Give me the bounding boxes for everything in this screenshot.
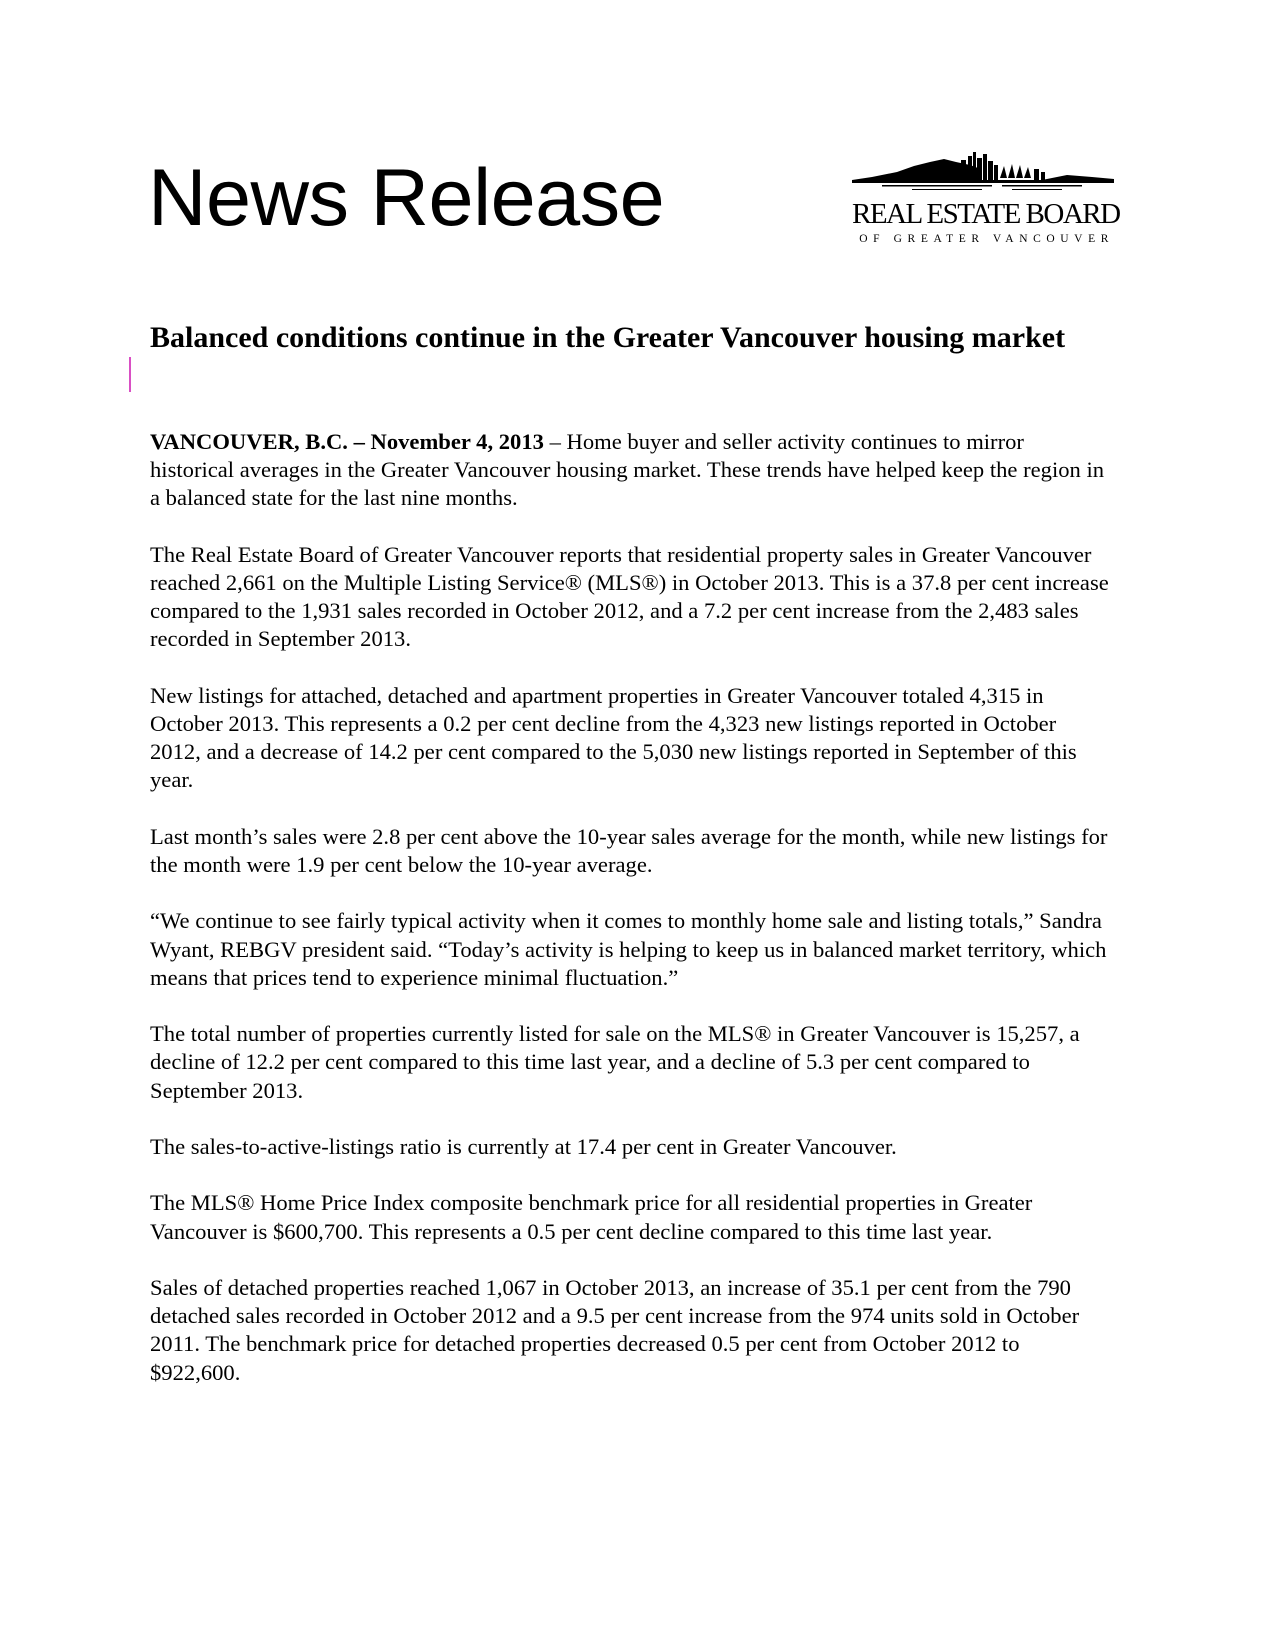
paragraph: The MLS® Home Price Index composite benchmark price for all residential properties in Greater Vancouver is $600,700. This represents a 0.5 per cent decline compared to this time last year. — [150, 1190, 1033, 1244]
paragraph: The total number of properties currently listed for sale on the MLS® in Greater Vancouver is 15,257, a decline of 12.2 per cent compared to this time last year, and a decline of 5.3 per cent compared to September 2013. — [150, 1021, 1080, 1103]
paragraph: Last month’s sales were 2.8 per cent above the 10-year sales average for the month, while new listings for the month were 1.9 per cent below the 10-year average. — [150, 823, 1108, 877]
quote-paragraph: “We continue to see fairly typical activity when it comes to monthly home sale and listing totals,” Sandra Wyant, REBGV president said. “Today’s activity is helping to keep us in balanced market territory, which means that prices tend to experience minimal fluctuation.” — [150, 908, 1107, 990]
lead-paragraph — [150, 428, 1112, 513]
logo-subtitle: OF GREATER VANCOUVER — [859, 233, 1114, 245]
article-body — [150, 428, 1112, 1415]
city-skyline-icon — [852, 150, 1114, 202]
paragraph: The sales-to-active-listings ratio is currently at 17.4 per cent in Greater Vancouver. — [150, 1133, 897, 1159]
paragraph: The Real Estate Board of Greater Vancouver reports that residential property sales in Greater Vancouver reached 2,661 on the Multiple Listing Service® (MLS®) in October 2013. This is a 37.8 per cent increase compared to the 1,931 sales recorded in October 2012, and a 7.2 per cent increase from the 2,483 sales recorded in September 2013. — [150, 541, 1109, 652]
text-cursor-marker — [129, 357, 131, 392]
page-title: News Release — [148, 153, 665, 243]
lead-text: – Home buyer and seller activity continues to mirror historical averages in the Greater Vancouver housing market. These trends have helped keep the region in a balanced state for the last nine months. — [150, 429, 1105, 511]
paragraph: Sales of detached properties reached 1,067 in October 2013, an increase of 35.1 per cent from the 790 detached sales recorded in October 2012 and a 9.5 per cent increase from the 974 units sold in October 2011. The benchmark price for detached properties decreased 0.5 per cent from October 2012 to $922,600. — [150, 1274, 1080, 1385]
paragraph: New listings for attached, detached and apartment properties in Greater Vancouver totaled 4,315 in October 2013. This represents a 0.2 per cent decline from the 4,323 new listings reported in October 2012, and a decrease of 14.2 per cent compared to the 5,030 new listings reported in September of this year. — [150, 682, 1077, 793]
article-headline: Balanced conditions continue in the Greater Vancouver housing market — [150, 321, 1066, 354]
logo-name: REAL ESTATE BOARD — [852, 198, 1120, 230]
real-estate-board-logo — [852, 150, 1120, 246]
dateline: VANCOUVER, B.C. – November 4, 2013 — [150, 429, 544, 454]
